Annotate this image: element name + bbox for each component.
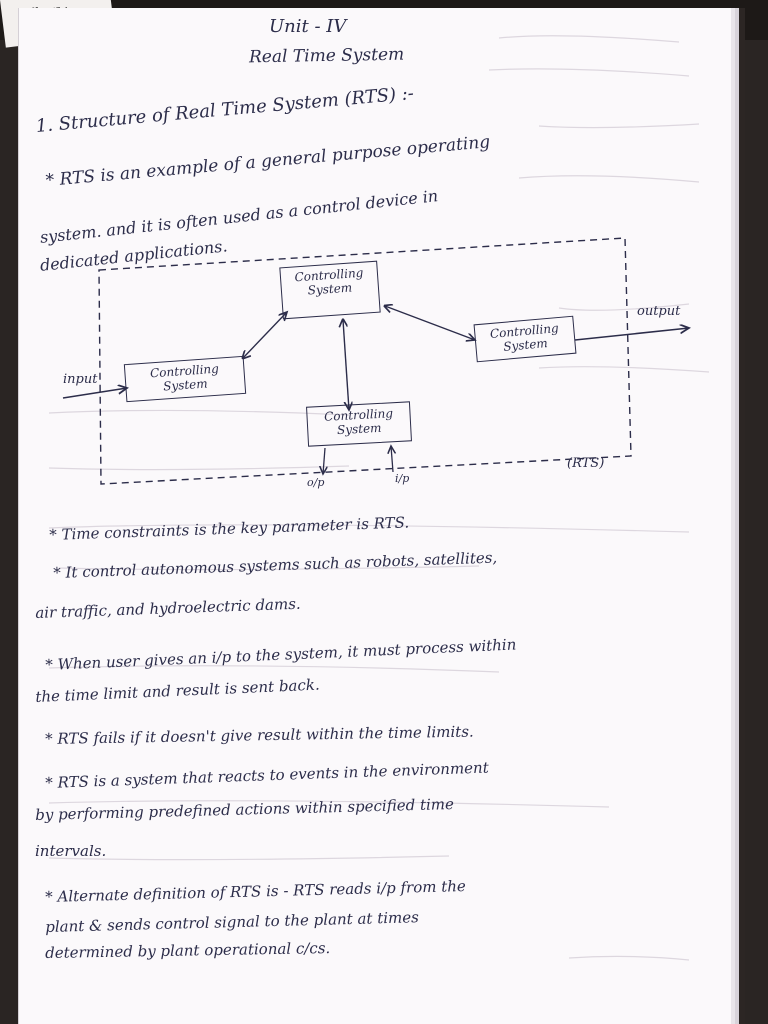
note-alternate-line-3: determined by plant operational c/cs. <box>45 939 331 962</box>
note-user-input-line-1: * When user gives an i/p to the system, it must process within <box>45 635 517 674</box>
output-arrow <box>575 328 689 340</box>
note-reacts-line-1: * RTS is a system that reacts to events in the environment <box>45 758 489 792</box>
note-autonomous-line-1: * It control autonomous systems such as robots, satellites, <box>53 548 498 582</box>
intro-line-1: * RTS is an example of a general purpose operating <box>45 132 491 191</box>
page-title: Real Time System <box>248 44 405 68</box>
intro-line-3: dedicated applications. <box>39 236 229 275</box>
controlling-system-bottom: Controlling System <box>306 401 412 446</box>
notebook-page <box>18 8 731 1024</box>
note-alternate-line-2: plant & sends control signal to the plant at times <box>45 908 420 936</box>
input-arrow <box>63 388 127 398</box>
note-reacts-line-2: by performing predefined actions within specified time <box>35 795 455 824</box>
note-user-input-line-2: the time limit and result is sent back. <box>35 675 321 706</box>
note-time-constraints: * Time constraints is the key parameter is RTS. <box>49 513 410 544</box>
controlling-system-top: Controlling System <box>279 261 380 320</box>
note-reacts-line-3: intervals. <box>35 842 107 860</box>
section-heading: 1. Structure of Real Time System (RTS) :- <box>35 82 415 137</box>
note-rts-fails: * RTS fails if it doesn't give result within the time limits. <box>45 722 474 748</box>
intro-line-2: system. and it is often used as a control device in <box>39 186 439 247</box>
unit-heading: Unit - IV <box>269 16 347 37</box>
note-autonomous-line-2: air traffic, and hydroelectric dams. <box>35 594 301 622</box>
diagram-input-label: input <box>63 372 98 387</box>
diagram-output-label: output <box>637 304 681 319</box>
link-top-right <box>385 306 475 340</box>
op-arrow <box>323 448 325 474</box>
controlling-system-right: Controlling System <box>474 316 577 363</box>
link-left-top <box>243 312 287 358</box>
note-alternate-line-1: * Alternate definition of RTS is - RTS reads i/p from the <box>45 876 467 906</box>
diagram-ip-label: i/p <box>395 472 410 485</box>
diagram-op-label: o/p <box>307 476 325 489</box>
controlling-system-left: Controlling System <box>124 356 246 402</box>
link-top-bottom <box>343 320 349 410</box>
diagram-rts-label: (RTS) <box>567 456 605 471</box>
